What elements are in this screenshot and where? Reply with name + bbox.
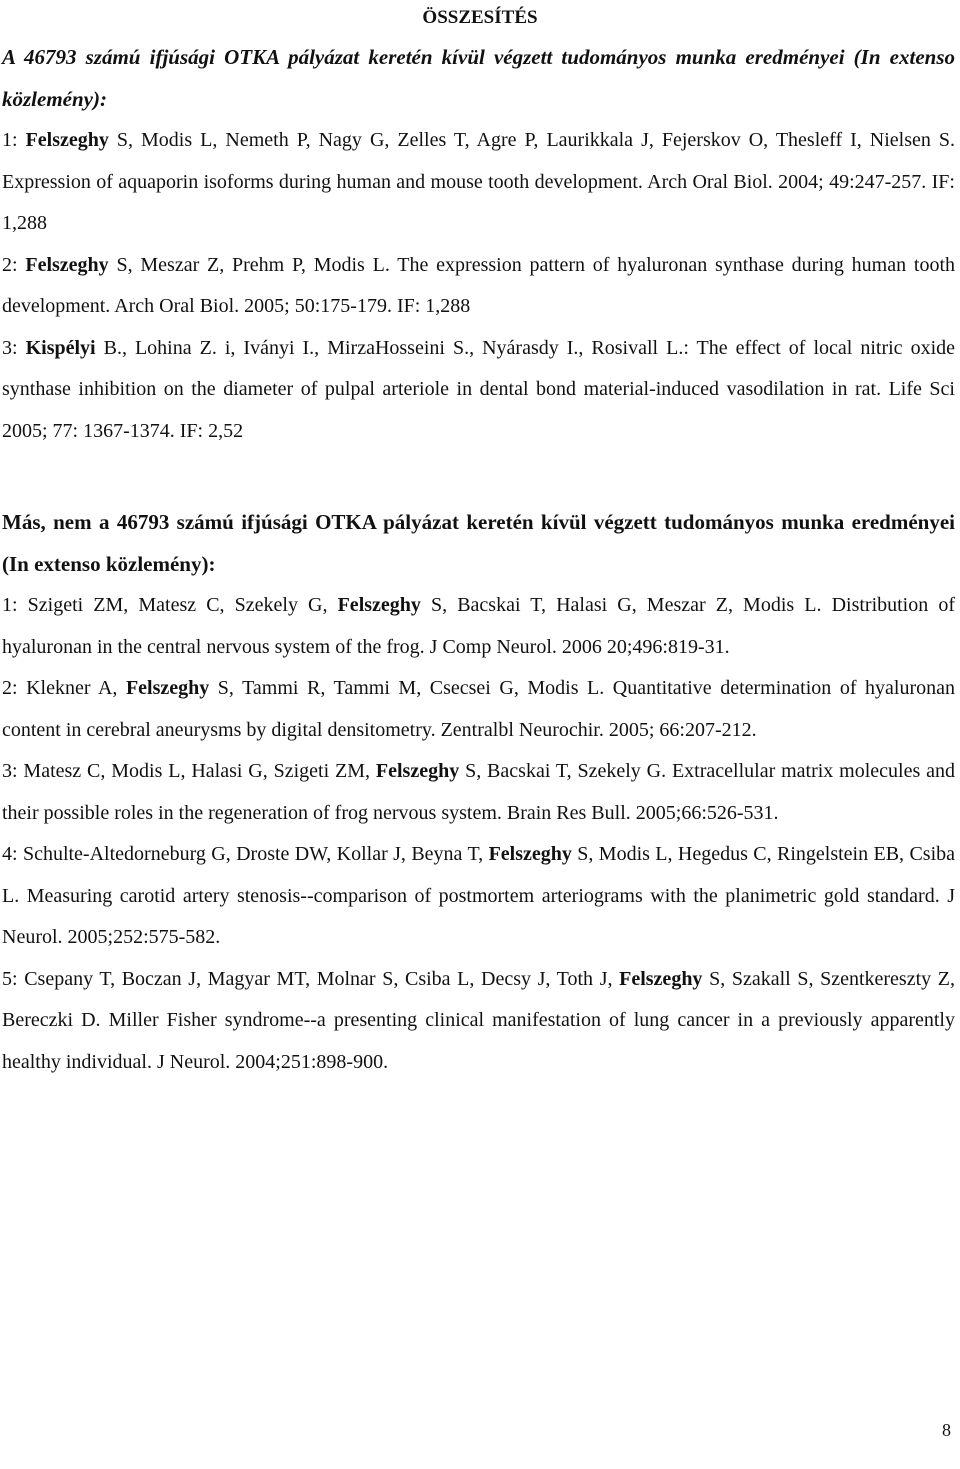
- highlighted-author: Felszeghy: [125, 677, 210, 699]
- highlighted-author: Felszeghy: [488, 843, 572, 865]
- section-heading: A 46793 számú ifjúsági OTKA pályázat keretén kívül végzett tudományos munka eredményei (In extenso közlemény):: [2, 45, 955, 111]
- reference-item: 3: Kispélyi B., Lohina Z. i, Iványi I., MirzaHosseini S., Nyárasdy I., Rosivall L.: The effect of local nitric oxide synthase inhibition on the diameter of pulpal arteriole in dental bond material-induced vasodilation in rat. Life Sci 2005; 77: 1367-1374. IF: 2,52: [2, 336, 956, 442]
- reference-item: 4: Schulte-Altedorneburg G, Droste DW, Kollar J, Beyna T, Felszeghy S, Modis L, Hegedus C, Ringelstein EB, Csiba L. Measuring carotid artery stenosis--comparison of postmortem arteriograms with the planimetric gold standard. J Neurol. 2005;252:575-582.: [2, 843, 956, 948]
- section-heading: Más, nem a 46793 számú ifjúsági OTKA pályázat keretén kívül végzett tudományos munka eredményei (In extenso közlemény):: [2, 510, 955, 576]
- reference-item: 1: Felszeghy S, Modis L, Nemeth P, Nagy G, Zelles T, Agre P, Laurikkala J, Fejerskov O, Thesleff I, Nielsen S. Expression of aquaporin isoforms during human and mouse tooth development. Arch Oral Biol. 2004; 49:247-257. IF: 1,288: [2, 129, 955, 234]
- reference-item: 3: Matesz C, Modis L, Halasi G, Szigeti ZM, Felszeghy S, Bacskai T, Szekely G. Extracellular matrix molecules and their possible roles in the regeneration of frog nervous system. Brain Res Bull. 2005;66:526-531.: [2, 760, 956, 824]
- page-number: 8: [942, 1420, 951, 1440]
- reference-item: 2: Felszeghy S, Meszar Z, Prehm P, Modis L. The expression pattern of hyaluronan synthase during human tooth development. Arch Oral Biol. 2005; 50:175-179. IF: 1,288: [2, 253, 956, 317]
- highlighted-author: Felszeghy: [337, 594, 421, 616]
- page-title: ÖSSZESÍTÉS: [422, 7, 538, 28]
- highlighted-author: Felszeghy: [375, 760, 460, 782]
- highlighted-author: Kispélyi: [25, 336, 96, 359]
- section-ifjusagi-otka: [2, 37, 955, 452]
- reference-item: 1: Szigeti ZM, Matesz C, Szekely G, Felszeghy S, Bacskai T, Halasi G, Meszar Z, Modis L. Distribution of hyaluronan in the central nervous system of the frog. J Comp Neurol. 2006 20;496:819-31.: [2, 594, 955, 658]
- highlighted-author: Felszeghy: [619, 967, 703, 990]
- reference-item: 5: Csepany T, Boczan J, Magyar MT, Molnar S, Csiba L, Decsy J, Toth J, Felszeghy S, Szakall S, Szentkereszty Z, Bereczki D. Miller Fisher syndrome--a presenting clinical manifestation of lung cancer in a previously apparently healthy individual. J Neurol. 2004;251:898-900.: [2, 967, 956, 1073]
- highlighted-author: Felszeghy: [25, 253, 109, 276]
- highlighted-author: Felszeghy: [25, 129, 109, 151]
- section-other-results: [2, 502, 955, 1083]
- reference-item: 2: Klekner A, Felszeghy S, Tammi R, Tammi M, Csecsei G, Modis L. Quantitative determination of hyaluronan content in cerebral aneurysms by digital densitometry. Zentralbl Neurochir. 2005; 66:207-212.: [2, 677, 955, 741]
